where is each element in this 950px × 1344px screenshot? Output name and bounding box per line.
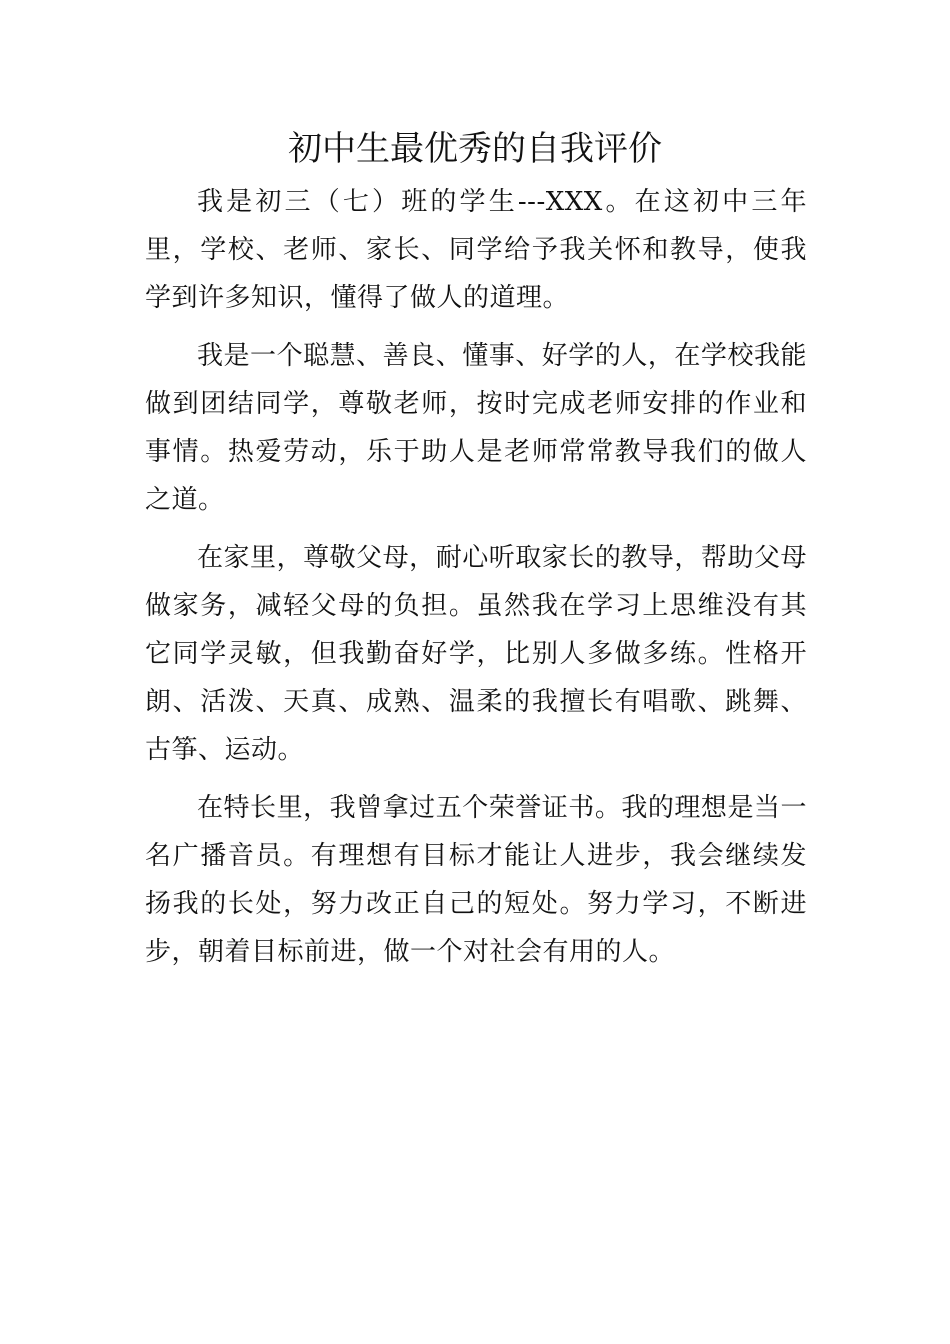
document-body xyxy=(145,178,807,986)
paragraph-4: 在特长里，我曾拿过五个荣誉证书。我的理想是当一名广播音员。有理想有目标才能让人进步，我会继续发扬我的长处，努力改正自己的短处。努力学习，不断进步，朝着目标前进，做一个对社会有用的人。 xyxy=(145,793,807,967)
document-title: 初中生最优秀的自我评价 xyxy=(288,129,662,169)
paragraph-1: 我是初三（七）班的学生---XXX。在这初中三年里，学校、老师、家长、同学给予我关怀和教导，使我学到许多知识，懂得了做人的道理。 xyxy=(145,187,807,313)
paragraph-3: 在家里，尊敬父母，耐心听取家长的教导，帮助父母做家务，减轻父母的负担。虽然我在学习上思维没有其它同学灵敏，但我勤奋好学，比别人多做多练。性格开朗、活泼、天真、成熟、温柔的我擅长有唱歌、跳舞、古筝、运动。 xyxy=(145,543,807,765)
paragraph-2: 我是一个聪慧、善良、懂事、好学的人，在学校我能做到团结同学，尊敬老师，按时完成老师安排的作业和事情。热爱劳动，乐于助人是老师常常教导我们的做人之道。 xyxy=(145,341,807,515)
